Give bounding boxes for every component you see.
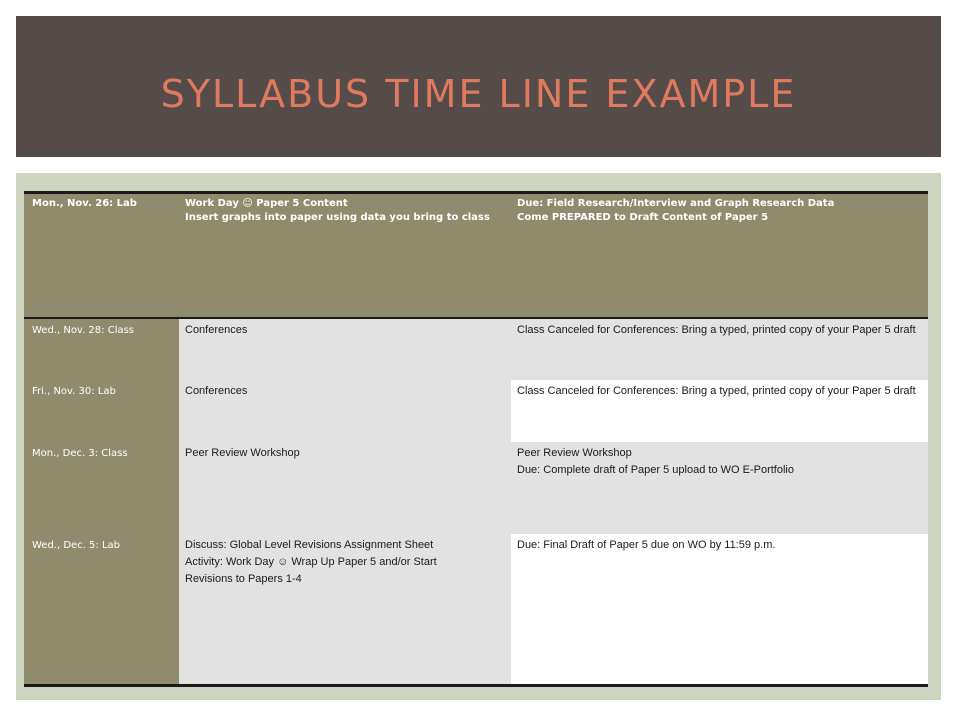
- activity-cell: [179, 194, 511, 317]
- due-line: Peer Review Workshop: [517, 447, 632, 459]
- due-cell: [511, 442, 928, 534]
- activity-cell: [179, 534, 511, 684]
- table-row: [24, 442, 928, 534]
- table-row: [24, 380, 928, 442]
- date-cell: [24, 380, 179, 442]
- slide-title: SYLLABUS TIME LINE EXAMPLE: [160, 71, 797, 116]
- date-cell: [24, 534, 179, 684]
- due-cell: [511, 380, 928, 442]
- due-line: Class Canceled for Conferences: Bring a typed, printed copy of your Paper 5 draft: [517, 324, 916, 336]
- activity-cell: [179, 380, 511, 442]
- schedule-table: [24, 191, 928, 687]
- due-line: Come PREPARED to Draft Content of Paper 5: [517, 212, 769, 223]
- activity-line: Discuss: Global Level Revisions Assignment Sheet: [185, 539, 434, 551]
- date-text: Wed., Nov. 28: Class: [32, 325, 135, 336]
- table-row: [24, 319, 928, 380]
- date-text: Mon., Dec. 3: Class: [32, 448, 128, 459]
- activity-line: Insert graphs into paper using data you bring to class: [185, 212, 490, 223]
- due-cell: [511, 534, 928, 684]
- activity-line: Work Day ☺ Paper 5 Content: [185, 198, 348, 209]
- activity-line: Conferences: [185, 385, 248, 397]
- due-cell: [511, 194, 928, 317]
- due-line: Due: Complete draft of Paper 5 upload to WO E-Portfolio: [517, 464, 794, 476]
- activity-cell: [179, 319, 511, 380]
- date-text: Fri., Nov. 30: Lab: [32, 386, 116, 397]
- activity-line: Conferences: [185, 324, 248, 336]
- due-cell: [511, 319, 928, 380]
- due-line: Due: Field Research/Interview and Graph Research Data: [517, 198, 835, 209]
- table-row: [24, 534, 928, 684]
- date-cell: [24, 319, 179, 380]
- activity-cell: [179, 442, 511, 534]
- date-cell: [24, 442, 179, 534]
- title-banner: [16, 16, 941, 157]
- due-line: Class Canceled for Conferences: Bring a typed, printed copy of your Paper 5 draft: [517, 385, 916, 397]
- due-line: Due: Final Draft of Paper 5 due on WO by 11:59 p.m.: [517, 539, 776, 551]
- date-cell: [24, 194, 179, 317]
- activity-line: Peer Review Workshop: [185, 447, 300, 459]
- activity-line: Activity: Work Day ☺ Wrap Up Paper 5 and/or Start Revisions to Papers 1-4: [185, 556, 437, 585]
- date-text: Wed., Dec. 5: Lab: [32, 540, 121, 551]
- date-text: Mon., Nov. 26: Lab: [32, 198, 137, 209]
- table-row: [24, 194, 928, 319]
